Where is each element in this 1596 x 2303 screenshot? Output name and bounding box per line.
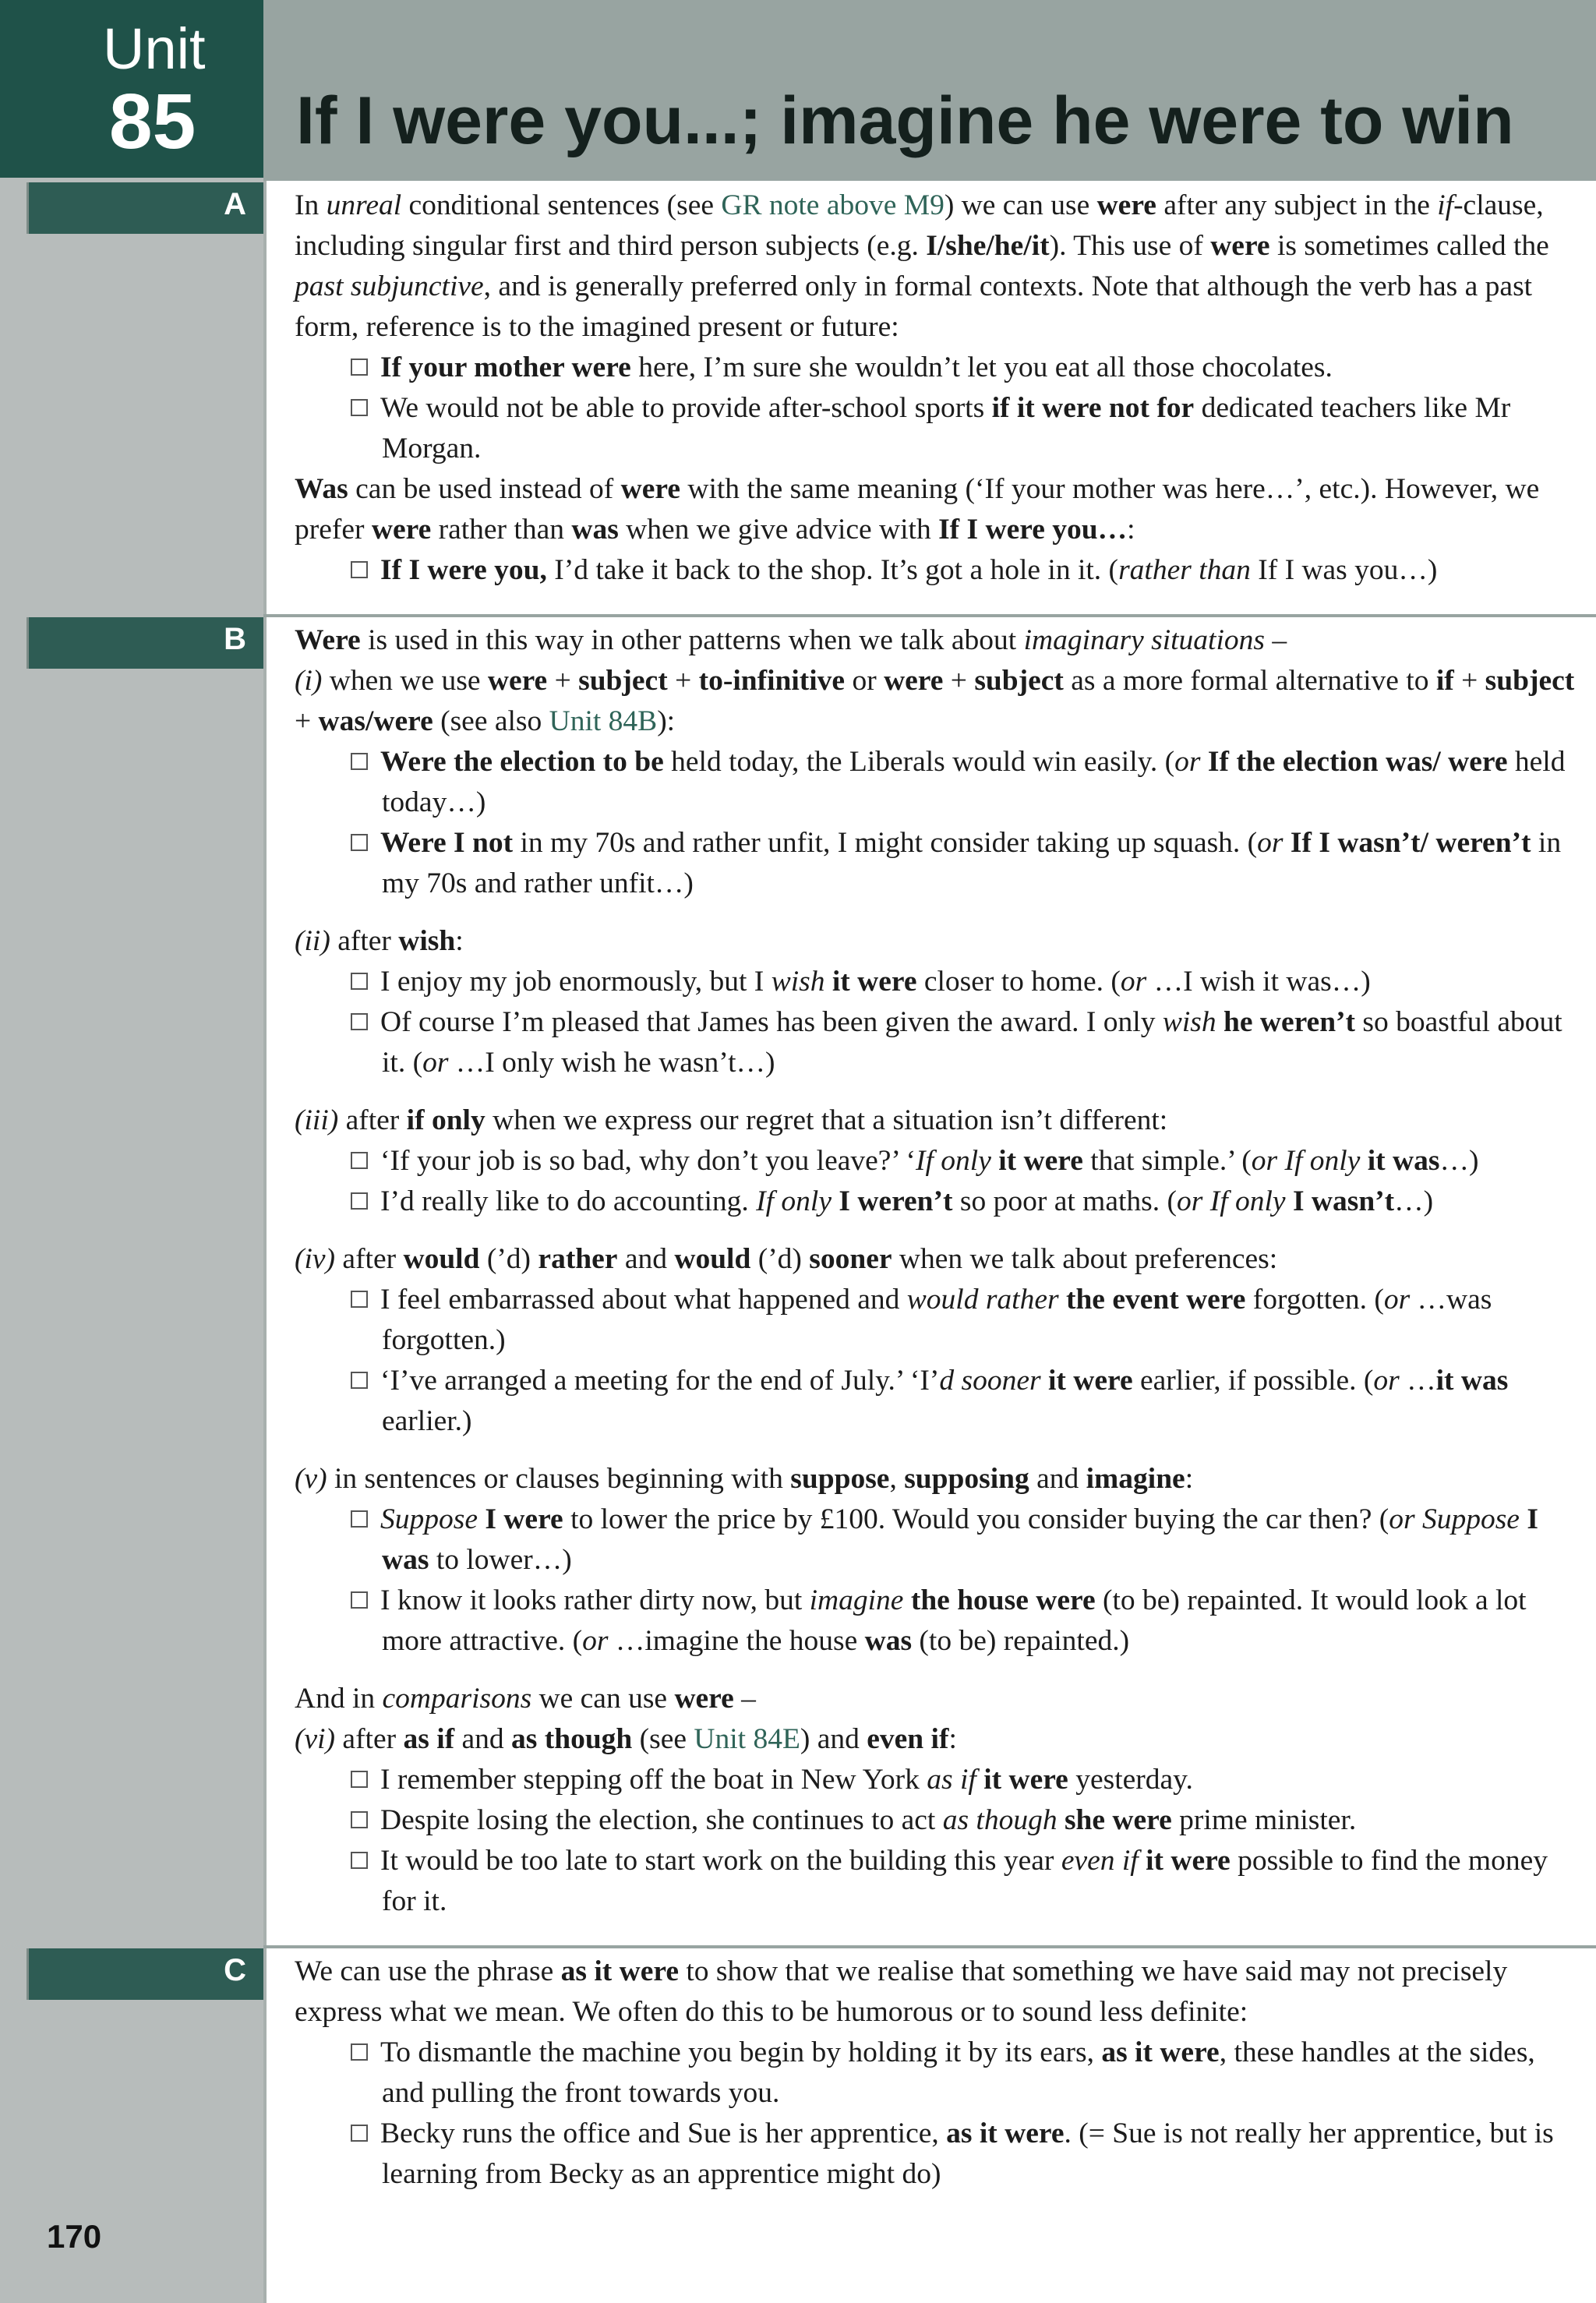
checkbox-icon bbox=[351, 834, 368, 851]
checkbox-icon bbox=[351, 1591, 368, 1609]
section-letter-b: B bbox=[224, 622, 246, 656]
cross-reference-link[interactable]: Unit 84B bbox=[549, 705, 658, 737]
cross-reference-link[interactable]: Unit 84E bbox=[694, 1723, 800, 1755]
checkbox-icon bbox=[351, 1152, 368, 1169]
sub-heading-iv: (iv) after would (’d) rather and would (’d) sooner when we talk about preferences: bbox=[295, 1243, 1278, 1275]
paragraph: Was can be used instead of were with the same meaning (‘If your mother was here…’, etc.). However, we prefer were rather than was when we give advice with If I were you…: bbox=[295, 473, 1540, 546]
example-item: Becky runs the office and Sue is her apprentice, as it were. (= Sue is not really her apprentice, but is learning from Becky as an apprentice might do) bbox=[295, 2114, 1582, 2195]
checkbox-icon bbox=[351, 1852, 368, 1869]
section-strip-a bbox=[263, 178, 1596, 181]
paragraph: We can use the phrase as it were to show that we realise that something we have said may not precisely express what we mean. We often do this to be humorous or to sound less definite: bbox=[295, 1955, 1508, 2028]
paragraph: In unreal conditional sentences (see GR note above M9) we can use were after any subject in the if-clause, including singular first and third person subjects (e.g. I/she/he/it). This use of were is sometimes called the past subjunctive, and is generally preferred only in formal contexts. Note that although the verb has a past form, reference is to the imagined present or future: bbox=[295, 189, 1549, 343]
unit-label: Unit bbox=[103, 16, 206, 81]
example-item: It would be too late to start work on the building this year even if it were possible to find the money for it. bbox=[295, 1841, 1582, 1922]
example-item: I feel embarrassed about what happened and would rather the event were forgotten. (or …was forgotten.) bbox=[295, 1280, 1582, 1361]
example-item: Were I not in my 70s and rather unfit, I might consider taking up squash. (or If I wasn’t/ weren’t in my 70s and rather unfit…) bbox=[295, 823, 1582, 904]
section-bar-b bbox=[26, 617, 263, 669]
example-item: To dismantle the machine you begin by holding it by its ears, as it were, these handles at the sides, and pulling the front towards you. bbox=[295, 2033, 1582, 2114]
paragraph: Were is used in this way in other patterns when we talk about imaginary situations – bbox=[295, 624, 1287, 656]
example-item: ‘I’ve arranged a meeting for the end of July.’ ‘I’d sooner it were earlier, if possible. (or …it was earlier.) bbox=[295, 1361, 1582, 1442]
checkbox-icon bbox=[351, 973, 368, 990]
example-item: If your mother were here, I’m sure she wouldn’t let you eat all those chocolates. bbox=[295, 348, 1582, 388]
example-item: I know it looks rather dirty now, but imagine the house were (to be) repainted. It would look a lot more attractive. (or …imagine the house was (to be) repainted.) bbox=[295, 1581, 1582, 1662]
section-strip-b bbox=[263, 614, 1596, 617]
sub-heading-vi: (vi) after as if and as though (see Unit 84E) and even if: bbox=[295, 1723, 957, 1755]
checkbox-icon bbox=[351, 753, 368, 770]
column-divider bbox=[263, 178, 267, 2303]
checkbox-icon bbox=[351, 359, 368, 376]
section-a-content bbox=[295, 185, 1582, 591]
sub-heading-i: (i) when we use were + subject + to-infinitive or were + subject as a more formal alternative to if + subject + was/were (see also Unit 84B): bbox=[295, 665, 1575, 737]
unit-number: 85 bbox=[109, 78, 196, 165]
example-item: I remember stepping off the boat in New York as if it were yesterday. bbox=[295, 1760, 1582, 1800]
checkbox-icon bbox=[351, 2125, 368, 2142]
unit-box bbox=[0, 0, 263, 178]
section-bar-c bbox=[26, 1948, 263, 2000]
example-item: Despite losing the election, she continues to act as though she were prime minister. bbox=[295, 1800, 1582, 1841]
example-item: Of course I’m pleased that James has been given the award. I only wish he weren’t so boastful about it. (or …I only wish he wasn’t…) bbox=[295, 1002, 1582, 1083]
paragraph: And in comparisons we can use were – bbox=[295, 1683, 756, 1715]
page-title: If I were you...; imagine he were to win bbox=[296, 83, 1514, 158]
checkbox-icon bbox=[351, 1771, 368, 1788]
section-strip-c bbox=[263, 1945, 1596, 1948]
example-item: We would not be able to provide after-school sports if it were not for dedicated teachers like Mr Morgan. bbox=[295, 388, 1582, 469]
example-item: I enjoy my job enormously, but I wish it were closer to home. (or …I wish it was…) bbox=[295, 962, 1582, 1002]
example-item: ‘If your job is so bad, why don’t you leave?’ ‘If only it were that simple.’ (or If only it was…) bbox=[295, 1141, 1582, 1182]
section-letter-c: C bbox=[224, 1953, 246, 1987]
section-b-content bbox=[295, 620, 1582, 1922]
cross-reference-link[interactable]: GR note above M9 bbox=[721, 189, 945, 221]
checkbox-icon bbox=[351, 1013, 368, 1030]
checkbox-icon bbox=[351, 1811, 368, 1828]
sub-heading-ii: (ii) after wish: bbox=[295, 925, 464, 957]
page-number: 170 bbox=[47, 2218, 102, 2255]
section-bar-a bbox=[26, 182, 263, 234]
checkbox-icon bbox=[351, 1372, 368, 1389]
example-item: Were the election to be held today, the Liberals would win easily. (or If the election was/ were held today…) bbox=[295, 742, 1582, 823]
section-c-content bbox=[295, 1952, 1582, 2195]
sub-heading-iii: (iii) after if only when we express our regret that a situation isn’t different: bbox=[295, 1104, 1168, 1136]
checkbox-icon bbox=[351, 561, 368, 578]
example-item: If I were you, I’d take it back to the shop. It’s got a hole in it. (rather than If I was you…) bbox=[295, 550, 1582, 591]
sub-heading-v: (v) in sentences or clauses beginning with suppose, supposing and imagine: bbox=[295, 1463, 1194, 1495]
example-item: I’d really like to do accounting. If only I weren’t so poor at maths. (or If only I wasn’t…) bbox=[295, 1182, 1582, 1222]
checkbox-icon bbox=[351, 1291, 368, 1308]
section-letter-a: A bbox=[224, 187, 246, 221]
checkbox-icon bbox=[351, 399, 368, 416]
example-item: Suppose I were to lower the price by £100. Would you consider buying the car then? (or Suppose I was to lower…) bbox=[295, 1499, 1582, 1581]
checkbox-icon bbox=[351, 2043, 368, 2061]
checkbox-icon bbox=[351, 1510, 368, 1528]
checkbox-icon bbox=[351, 1192, 368, 1210]
